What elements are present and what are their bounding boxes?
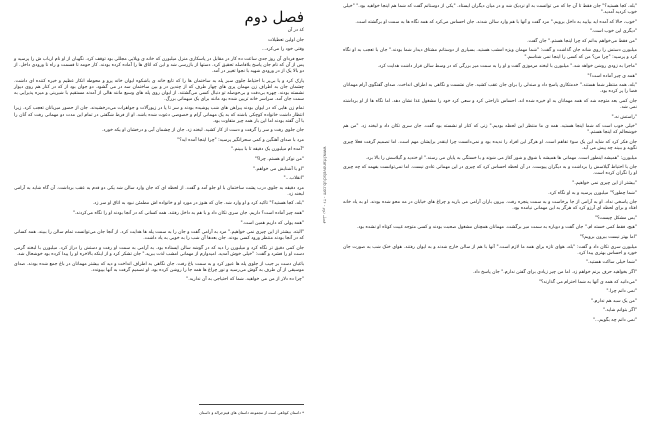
right-page	[333, 0, 651, 423]
paragraph: "البته. بیشتر از این چیزی نمی خواهیم." مرد به آرامی گفت و جان را به سمت پله ها هدایت کرد. از آنجا جان می‌توانست تمام سالن را ببیند. همه کسانی که در آنجا بودند منتظر ورود کسی بودند. جان بعدها آن شب را به خوبی به یاد داشت.	[14, 230, 304, 242]
left-page-body	[0, 28, 318, 283]
paragraph: جمع فردای آن روز جدی ساعت ده کار در مقابل در پاسکاری منزل میلبورن که خانه ی ویلایی مجللی بود توقف کرد. نگهبان از او نام ارباب ش را پرسید و پس از آن که نام جان پاسخ بلافاصله تحقیق کرد. دستها از بازرسی شد و این که اتاق ها را آماده کرده بودند. کار حومه تا قسمت و راه نا ورودی داخل. از دو بالا یک از در ورودی شهید با نجوا تغییر در آمد.	[14, 56, 304, 74]
paragraph: "من یک سبد هم ندارم."	[590, 298, 637, 304]
paragraph: "شما چطور؟" میلبورن پرسید و به او نگاه کرد.	[548, 190, 637, 196]
paragraph: "چرا ده دلار از من می خواهید. شما که احتیاجی به آن ندارید."	[186, 277, 304, 283]
paragraph: وقتی خود را می‌کرد...	[261, 47, 304, 53]
paragraph: "بله، کجا هستید؟" تاکید کرد و او وارد شد. جان که هنوز در مورد او و خانواده اش مطمئن نبود به اتاق او سر زد.	[92, 201, 304, 207]
paragraph: "بیشتر از این چیزی نمی خواهیم."	[572, 180, 637, 186]
paragraph: "بله، کجا هستید؟" جان فقط تا آن جا که می توانست به او نزدیک شد و در میان دیگران ایستاد. "یکی از دوستانم گفت که شما هم اینجا خواهید بود." "خیلی خوب کردید آمدید."	[343, 4, 637, 16]
right-page-body	[333, 0, 651, 324]
gutter-header: www.Irtanovelsclub.com - ۲۶ - فصل دوم	[322, 146, 328, 224]
paragraph: کذ در آن	[287, 28, 304, 33]
paragraph: جان پاسخی نداد. او به آرامی از جا برخاست و به سمت پنجره رفت. بیرون باران آرامی می بارید و چراغ های خیابان در مه محو شده بودند. او به یاد خانه افتاد و برای لحظه ای آرزو کرد که هرگز به این مهمانی نیامده بود.	[343, 200, 637, 212]
paragraph: "اگر بخواهید حرف بزنم خواهم زد. اما من چیز زیادی برای گفتن ندارم." جان پاسخ داد.	[472, 269, 637, 275]
footnote: * داستان کوتاهی است از مجموعه داستان های فیتزجرالد و داستان	[199, 410, 304, 415]
paragraph: "ماجرا به زودی روشن خواهد شد." میلبورن با لبخند مرموزی گفت و او را به سمت میز بزرگی که در وسط سالن قرار داشت هدایت کرد.	[377, 64, 637, 70]
page-gutter	[318, 0, 333, 423]
paragraph: "بله، همه منتظر شما هستند." خدمتکاری پاسخ داد و صندلی را برای جان عقب کشید. جان نشست و نگاهی به اطراف انداخت. صدای گفتگوی آرام مهمانان فضا را پر کرده بود.	[343, 83, 637, 95]
paragraph: پارک کرد و یا بی‌پر با احتیاط جلوی سبز پله به ساختمان ها را که تابع خانه ی باشکوه ایوان خانه پرو و محوطه انکار عظیم و خیره کننده ای داشت. چشمان جان به اطراف زن مهمان پری های چهار طرف که از چندین در و بین ساختمان سه در می گشود. دو جوان بود از که در کنار هم روی دیوار نشسته بودند. چهره بی‌دقت و بی‌حوصله تو دنبال کسی می‌گشتند. از ایوان روی پله های وسیع مانند هالی از آمدند مستقیم با شیرینی و میزه پذیرایی به سمت جان آمد. سراسر خانه تزیین شده بود مانند برای یک میهمانی بزرگ.	[14, 78, 304, 102]
footnote-divider	[199, 404, 304, 405]
paragraph: "او با آشنایش می خواهم."	[252, 166, 304, 172]
paragraph: "آمده ام میلبورن یک دقیقه تا با ببینم."	[231, 147, 304, 153]
left-page	[0, 0, 318, 423]
paragraph: جان فکر کرد که شاید این یک سوء تفاهم است. او هرگز این افراد را ندیده بود و نمی‌دانست چرا اینقدر برایشان مهم است. اما تصمیم گرفت فعلا چیزی نگوید و ببیند چه پیش می آید.	[343, 140, 637, 152]
paragraph: "اما بهتر نیست بیرون برویم؟"	[579, 235, 637, 241]
paragraph: جان کمی دقیق تر نگاه کرد و میلبورن را دید که در گوشه سالن ایستاده بود. به آرامی به سمت او رفت و دستش را دراز کرد. میلبورن با لبخند گرمی دست او را فشرد و گفت: "خیلی خوش آمدید. امیدوارم از مهمانی امشب لذت ببرید." جان تشکر کرد و از اینکه بالاخره او را پیدا کرده بود خوشحال شد.	[14, 245, 304, 258]
paragraph: جان اولین تعطیلات	[267, 37, 304, 43]
paragraph: جان با احتیاط گیلاسش را برداشت و به دیگران پیوست. در آن لحظه احساس کرد که چیزی در این مهمانی عادی نیست. اما نمی‌توانست بفهمد که چه چیزی او را نگران کرده است.	[343, 165, 637, 177]
paragraph: "من نوکر او هستم. چرا؟"	[254, 157, 304, 162]
paragraph: مرد دقیقه به جلوی درب پشت ساختمان با او جلو آمد و گفت. از لحظه ای که جان وارد سالن شد یکی دو قدم به عقب برداشت. آن گاه شاید به آرامی لبخند زد.	[14, 185, 304, 197]
paragraph: "من فقط می‌خواهم بدانم که چرا اینجا هستم." جان گفت.	[527, 38, 637, 44]
paragraph: "همه ی چیز آماده است؟"	[587, 73, 637, 79]
paragraph: "دیگری این خوب است."	[589, 29, 637, 35]
paragraph: "نمی دانم چرا."	[606, 289, 637, 295]
paragraph: "یس مشکل چیست؟"	[594, 215, 637, 221]
paragraph: میلبورن دستش را روی شانه جان گذاشت و گفت: "شما مهمان ویژه امشب هستید. بسیاری از دوستانم مشتاق دیدار شما بودند." جان با تعجب به او نگاه کرد و پرسید: "چرا من؟ من که کسی را اینجا نمی شناسم."	[343, 48, 637, 60]
paragraph: "انقلاب..."	[283, 176, 304, 182]
paragraph: مرد با صدای آهنگین و کمی سحرانگیز پرسید: "چرا اینجا آمده اید؟"	[177, 137, 304, 143]
paragraph: جان کمی بعد متوجه شد که همه مهمانان به او خیره شده اند. احساس ناراحتی کرد و سعی کرد خود را مشغول غذا نشان دهد. اما نگاه ها از او برداشته نمی شد.	[343, 99, 637, 111]
paragraph: "همه پولی که داریم همین است."	[240, 220, 304, 226]
paragraph: "خوب، حالا که آمده اید بیایید به داخل برویم." مرد گفت و آنها با هم وارد سالن شدند. جان احساس می‌کرد که همه نگاه ها به سمت او برگشته است.	[355, 19, 637, 25]
chapter-title: فصل دوم	[244, 8, 304, 26]
paragraph: تمام زن هایی که در ایوان بودند پیراهن های شب پوشیده بودند و سر تا پا در زیورآلات و جواهرات می‌درخشیدند. جان از حضور میزبانان تعجب کرد. زیرا انتظار داشت خانواده کوچکی باشند که به یک مهمانی آرام و خصوصی دعوت شده باشد. او از فرط شگفتی در تمام این مدت دو مهمانی رفت که آنان را با آن گفته بودند اما این بار همه چیز متفاوت بود.	[14, 106, 304, 124]
paragraph: "اگر بتوانم شاید."	[602, 308, 637, 314]
paragraph: "همه چیز آماده است؟ داریم. جان سری تکان داد و با هم به داخل رفتند. همه کسانی که در آنجا بودند او را نگاه می‌کردند."	[72, 211, 304, 217]
paragraph: "شما خیلی ساکت هستید."	[585, 260, 637, 266]
paragraph: میلبورن سری تکان داد و گفت: "بله، هوای تازه برای همه ما لازم است." آنها با هم از سالن خارج شدند و به ایوان رفتند. هوای خنک شب به صورت جان خورد و احساس بهتری پیدا کرد.	[343, 244, 637, 256]
paragraph: باغبان دست بر جیب از جلوی پله ها عبور کرد و به سمت باغ رفت. جان نگاهی به اطراف انداخت و دید که بیشتر مهمانان در باغ جمع شده بودند. صدای موسیقی از آن طرف به گوش می‌رسید و نور چراغ ها همه جا را روشن کرده بود. او تصمیم گرفت به آنها بپیوندد.	[14, 261, 304, 273]
paragraph: میلبورن: "همیشه اینطور است. مهمانی ها همیشه با شوق و شور آغاز می شوند و با خستگی به پایان می رسند." او خندید و گیلاسش را بالا برد.	[365, 155, 637, 161]
paragraph: "هیچ، فقط کمی خسته ام." جان گفت و دوباره به سمت میز برگشت. مهمانان همچنان مشغول صحبت بودند و کسی متوجه غیبت کوتاه او نشده بود.	[356, 225, 637, 231]
paragraph: "راستش نه."	[611, 114, 637, 120]
paragraph: "می‌دانید که همه ی آنها به شما احترام می گذارند؟"	[538, 279, 637, 285]
paragraph: جان جلوی رفت و سر را گرفت و دست از کار کشید. لبخند زد. جان از چشمان آبی و درخشان او یکه خورد.	[101, 128, 304, 134]
paragraph: "نمی دانم چه بگویم..."	[592, 317, 637, 323]
paragraph: "خیلی خوب است که شما اینجا هستید. همه ی ما منتظر این لحظه بودیم." زنی که کنار او نشسته بود گفت. جان سری تکان داد و لبخند زد. "من هم خوشحالم که اینجا هستم."	[343, 124, 637, 136]
